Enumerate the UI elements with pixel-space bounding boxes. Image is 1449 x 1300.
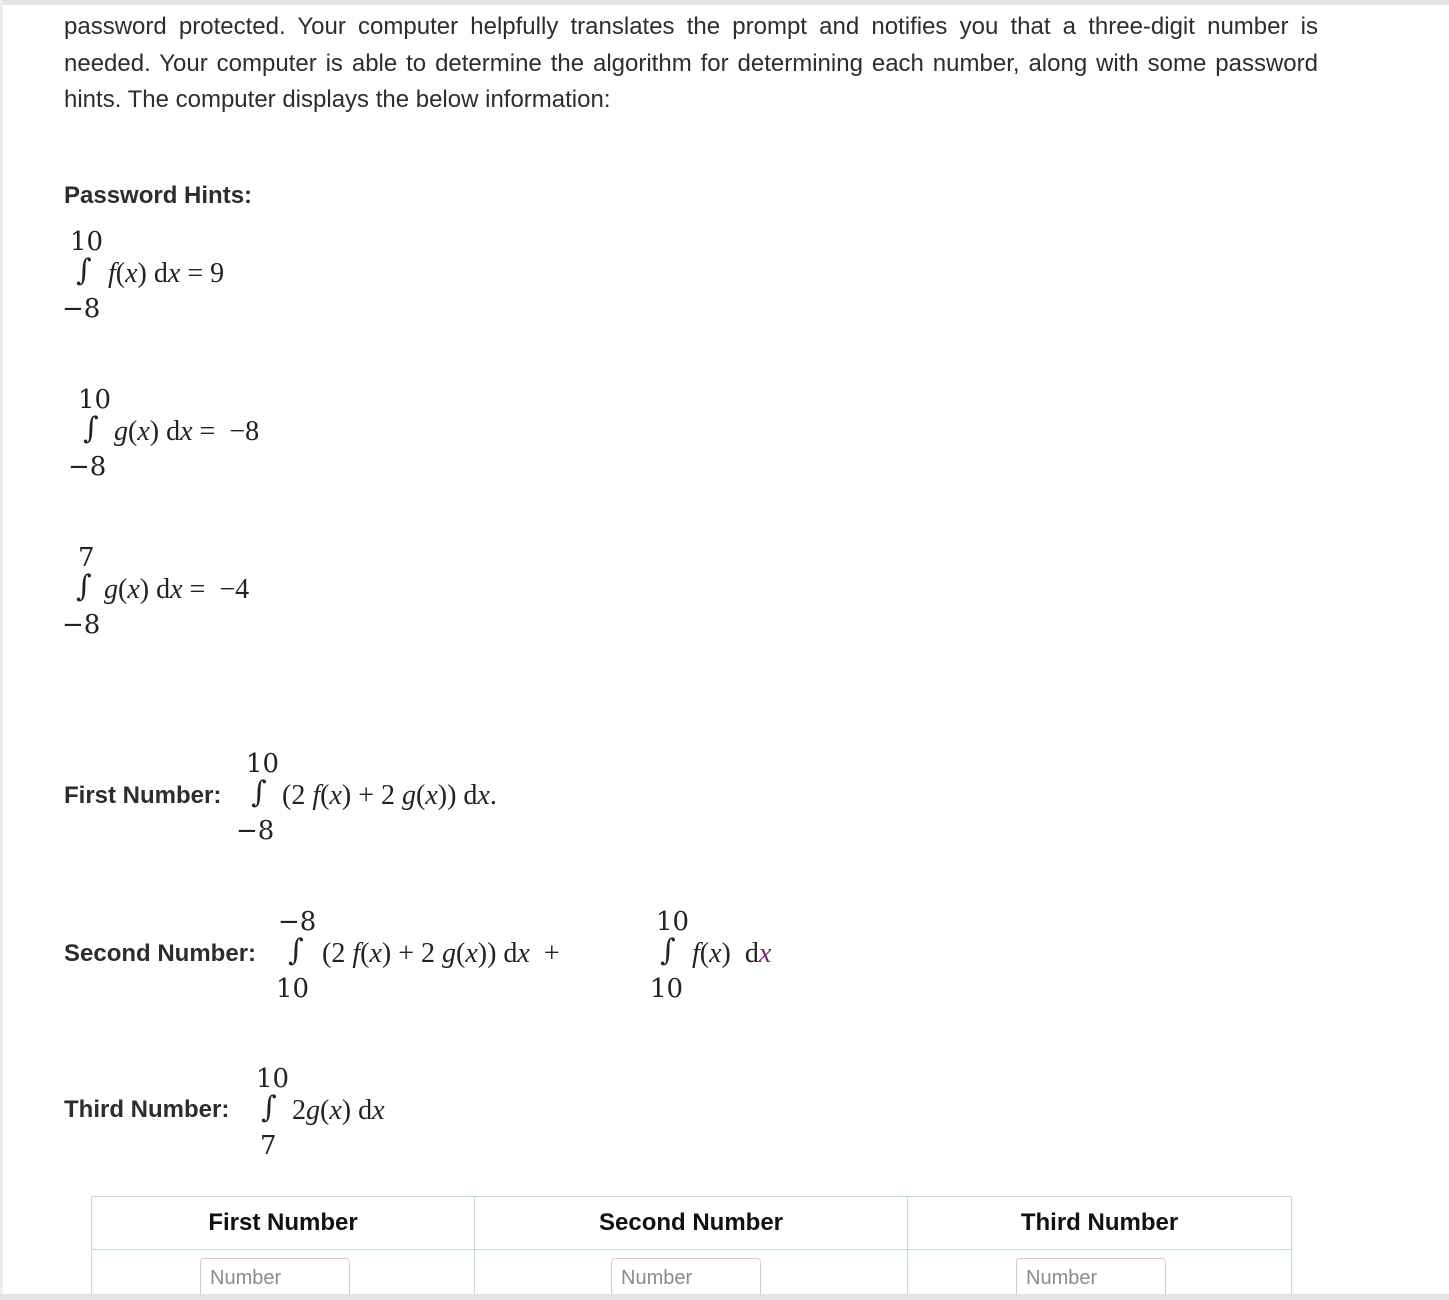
second-number-column-header: Second Number xyxy=(475,1197,908,1250)
hint-1-integrand: f(x) dx = 9 xyxy=(108,258,225,289)
first-number-input[interactable] xyxy=(200,1258,350,1298)
intro-paragraph: password protected. Your computer helpfully translates the prompt and notifies you that a three-digit number is needed. Your computer is able to determine the algorithm for determining each number, along with some password hints. The computer displays the below information: xyxy=(64,13,1318,113)
password-hints-heading: Password Hints: xyxy=(64,182,253,209)
second-number-upper-limit-1: −8 xyxy=(278,907,317,937)
hint-2-upper-limit: 10 xyxy=(78,385,112,415)
third-number-cell xyxy=(908,1250,1292,1299)
answer-table-header-row xyxy=(92,1197,1292,1250)
third-number-expression xyxy=(256,1063,476,1159)
third-number-input[interactable] xyxy=(1016,1258,1166,1298)
second-number-integrand-1: (2 f(x) + 2 g(x)) dx + xyxy=(322,938,560,969)
integral-sign-icon: ∫ xyxy=(261,1090,277,1125)
second-number-label: Second Number: xyxy=(64,940,257,967)
third-number-column-header: Third Number xyxy=(908,1197,1292,1250)
first-number-lower-limit: −8 xyxy=(236,816,275,846)
hint-3-function-name: g xyxy=(104,574,118,605)
first-number-label: First Number: xyxy=(64,782,222,809)
hint-2-function-name: g xyxy=(114,416,128,447)
hint-3-lower-limit: −8 xyxy=(62,610,101,640)
first-number-expression xyxy=(236,748,596,844)
third-number-upper-limit: 10 xyxy=(256,1064,290,1094)
hint-1-lower-limit: −8 xyxy=(62,294,101,324)
answer-table xyxy=(91,1196,1292,1299)
second-number-expression xyxy=(276,906,836,1002)
answer-table-input-row xyxy=(92,1250,1292,1299)
hint-2-equation xyxy=(68,384,348,480)
hint-3-result: −4 xyxy=(219,574,250,605)
hint-1-result: 9 xyxy=(210,258,225,289)
second-number-input[interactable] xyxy=(611,1258,761,1298)
second-number-lower-limit-1: 10 xyxy=(276,974,310,1004)
hint-2-integrand: g(x) dx = −8 xyxy=(114,416,260,447)
second-number-cell xyxy=(475,1250,908,1299)
integral-sign-icon: ∫ xyxy=(76,569,92,604)
hint-1-equation xyxy=(62,226,322,322)
hint-3-integrand: g(x) dx = −4 xyxy=(104,574,250,605)
first-number-cell xyxy=(92,1250,475,1299)
third-number-integrand: 2g(x) dx xyxy=(292,1095,385,1126)
hint-1-upper-limit: 10 xyxy=(70,227,104,257)
hint-2-result: −8 xyxy=(229,416,260,447)
hint-3-upper-limit: 7 xyxy=(78,543,95,573)
window-top-edge xyxy=(0,0,1449,5)
second-number-lower-limit-2: 10 xyxy=(650,974,684,1004)
hint-2-lower-limit: −8 xyxy=(68,452,107,482)
integral-sign-icon: ∫ xyxy=(83,411,99,446)
second-number-upper-limit-2: 10 xyxy=(656,907,690,937)
integral-sign-icon: ∫ xyxy=(251,775,267,810)
integral-sign-icon: ∫ xyxy=(660,933,676,968)
hint-3-equation xyxy=(62,542,342,638)
first-number-upper-limit: 10 xyxy=(246,749,280,779)
first-number-column-header: First Number xyxy=(92,1197,475,1250)
first-number-integrand: (2 f(x) + 2 g(x)) dx. xyxy=(282,780,497,811)
hint-1-function-name: f xyxy=(108,258,116,289)
window-left-edge xyxy=(0,0,3,1300)
integral-sign-icon: ∫ xyxy=(288,933,304,968)
integral-sign-icon: ∫ xyxy=(76,253,92,288)
third-number-lower-limit: 7 xyxy=(260,1131,277,1161)
second-number-integrand-2: f(x) dx xyxy=(692,938,772,969)
window-bottom-edge xyxy=(0,1294,1449,1300)
third-number-label: Third Number: xyxy=(64,1096,230,1123)
